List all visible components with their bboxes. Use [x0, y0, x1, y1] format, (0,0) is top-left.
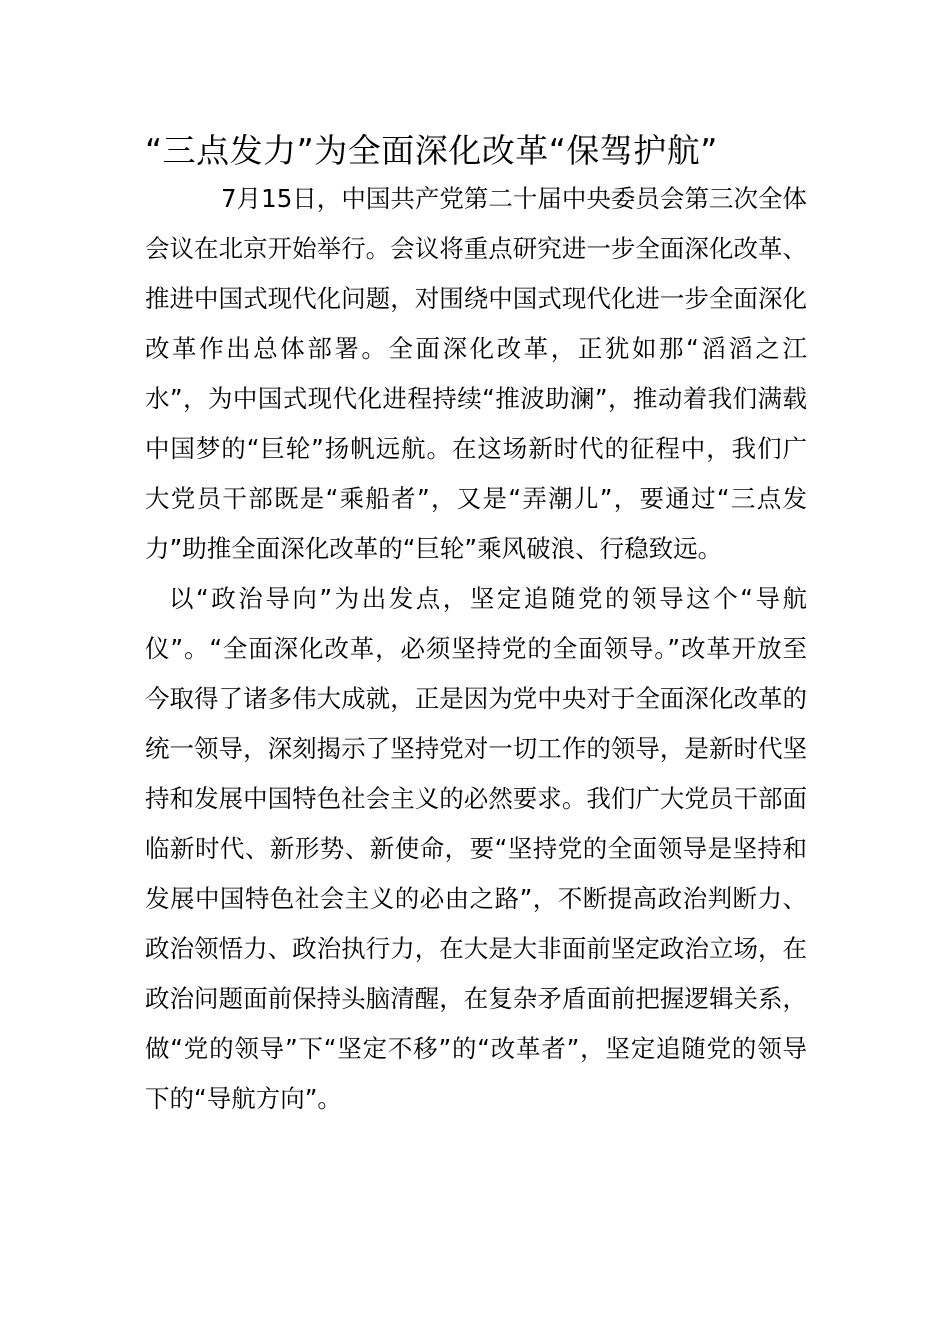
document-title: “三点发力”为全面深化改革“保驾护航”: [145, 131, 718, 170]
paragraph-political-orientation: 以“政治导向”为出发点，坚定追随党的领导这个“导航仪”。“全面深化改革，必须坚持党的全面领导。”改革开放至今取得了诸多伟大成就，正是因为党中央对于全面深化改革的统一领导，深刻揭示了坚持党对一切工作的领导，是新时代坚持和发展中国特色社会主义的必然要求。我们广大党员干部面临新时代、新形势、新使命，要“坚持党的全面领导是坚持和发展中国特色社会主义的必由之路”，不断提高政治判断力、政治领悟力、政治执行力，在大是大非面前坚定政治立场，在政治问题面前保持头脑清醒，在复杂矛盾面前把握逻辑关系，做“党的领导”下“坚定不移”的“改革者”，坚定追随党的领导下的“导航方向”。: [145, 584, 807, 1113]
paragraph-intro: 7月15日，中国共产党第二十届中央委员会第三次全体会议在北京开始举行。会议将重点研究进一步全面深化改革、推进中国式现代化问题，对围绕中国式现代化进一步全面深化改革作出总体部署。全面深化改革，正犹如那“滔滔之江水”，为中国式现代化进程持续“推波助澜”，推动着我们满载中国梦的“巨轮”扬帆远航。在这场新时代的征程中，我们广大党员干部既是“乘船者”，又是“弄潮儿”，要通过“三点发力”助推全面深化改革的“巨轮”乘风破浪、行稳致远。: [145, 184, 807, 563]
document-body: [145, 174, 807, 1124]
